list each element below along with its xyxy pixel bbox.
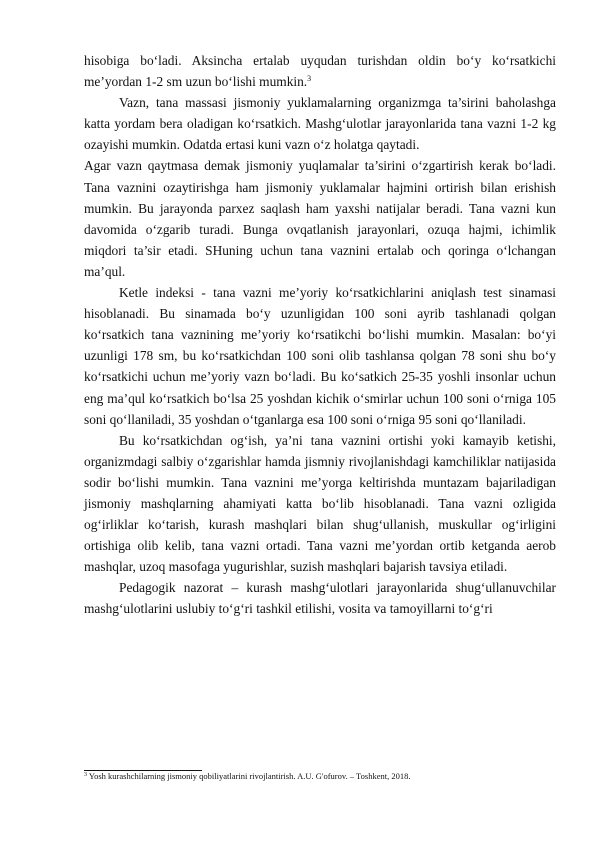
paragraph-pedagogical-control: Pedagogik nazorat – kurash mashg‘ulotlari jarayonlarida shug‘ullanuvchilar mashg‘ulotlarini uslubiy to‘g‘ri tashkil etilishi, vosita va tamoyillarni to‘g‘ri [84, 580, 556, 617]
footnote-reference: 3 [307, 74, 312, 84]
paragraph-weight: Vazn, tana massasi jismoniy yuklamalarning organizmga ta’sirini baholashga katta yordam bera oladigan ko‘rsatkich. Mashg‘ulotlar jarayonlarida tana vazni 1-2 kg ozayishi mumkin. Odatda ertasi kuni vazn o‘z holatga qaytadi. [84, 95, 556, 153]
paragraph-text: hisobiga bo‘ladi. Aksincha ertalab uyqudan turishdan oldin bo‘y ko‘rsatkichi me’yordan 1-2 sm uzun bo‘lishi mumkin. [84, 53, 556, 90]
footnote [84, 771, 556, 782]
footnote-text: Yosh kurashchilarning jismoniy qobiliyatlarini rivojlantirish. A.U. G'ofurov. – Toshkent, 2018. [88, 771, 411, 781]
paragraph-weight-return: Agar vazn qaytmasa demak jismoniy yuqlamalar ta’sirini o‘zgartirish kerak bo‘ladi. Tana vaznini ozaytirishga ham jismoniy yuklamalar hajmini ortirish bilan erishish mumkin. Bu jarayonda parxez saqlash ham yaxshi natijalar beradi. Tana vazni kun davomida o‘zgarib turadi. Bunga ovqatlanish jarayonlari, ozuqa hajmi, ichimlik miqdori ta’sir etadi. SHuning uchun tana vaznini ertalab och qoringa o‘lchangan ma’qul. [84, 158, 556, 279]
paragraph-deviation: Bu ko‘rsatkichdan og‘ish, ya’ni tana vaznini ortishi yoki kamayib ketishi, organizmdagi salbiy o‘zgarishlar hamda jismniy rivojlanishdagi kamchiliklar natijasida sodir bo‘lishi mumkin. Tana vaznini me’yorga keltirishda muntazam bajariladigan jismoniy mashqlarning ahamiyati katta bo‘lib hisoblanadi. Tana vazni ozligida og‘irliklar ko‘tarish, kurash mashqlari bilan shug‘ullanish, muskullar og‘irligini ortishiga olib kelib, tana vazni ortadi. Tana vazni me’yordan ortib ketganda aerob mashqlar, uzoq masofaga yugurishlar, suzish mashqlari bajarish tavsiya etiladi. [84, 432, 556, 575]
paragraph-height-continuation [84, 50, 556, 92]
footnote-marker: 3 [84, 772, 87, 778]
paragraph-ketle-index: Ketle indeksi - tana vazni me’yoriy ko‘rsatkichlarini aniqlash test sinamasi hisoblanadi. Bu sinamada bo‘y uzunligidan 100 soni ayrib tashlanadi qolgan ko‘rsatkich tana vaznining me’yoriy ko‘rsatikchi bo‘lishi mumkin. Masalan: bo‘yi uzunligi 178 sm, bu ko‘rsatkichdan 100 soni olib tashlansa qolgan 78 soni shu bo‘y ko‘rsatkichi uchun me’yoriy vazn bo‘ladi. Bu ko‘satkich 25-35 yoshli insonlar uchun eng ma’qul ko‘rsatkich bo‘lsa 25 yoshdan kichik o‘smirlar uchun 100 soni o‘rniga 105 soni qo‘llaniladi, 35 yoshdan o‘tganlarga esa 100 soni o‘rniga 95 soni qo‘llaniladi. [84, 285, 556, 427]
document-body [84, 50, 556, 620]
